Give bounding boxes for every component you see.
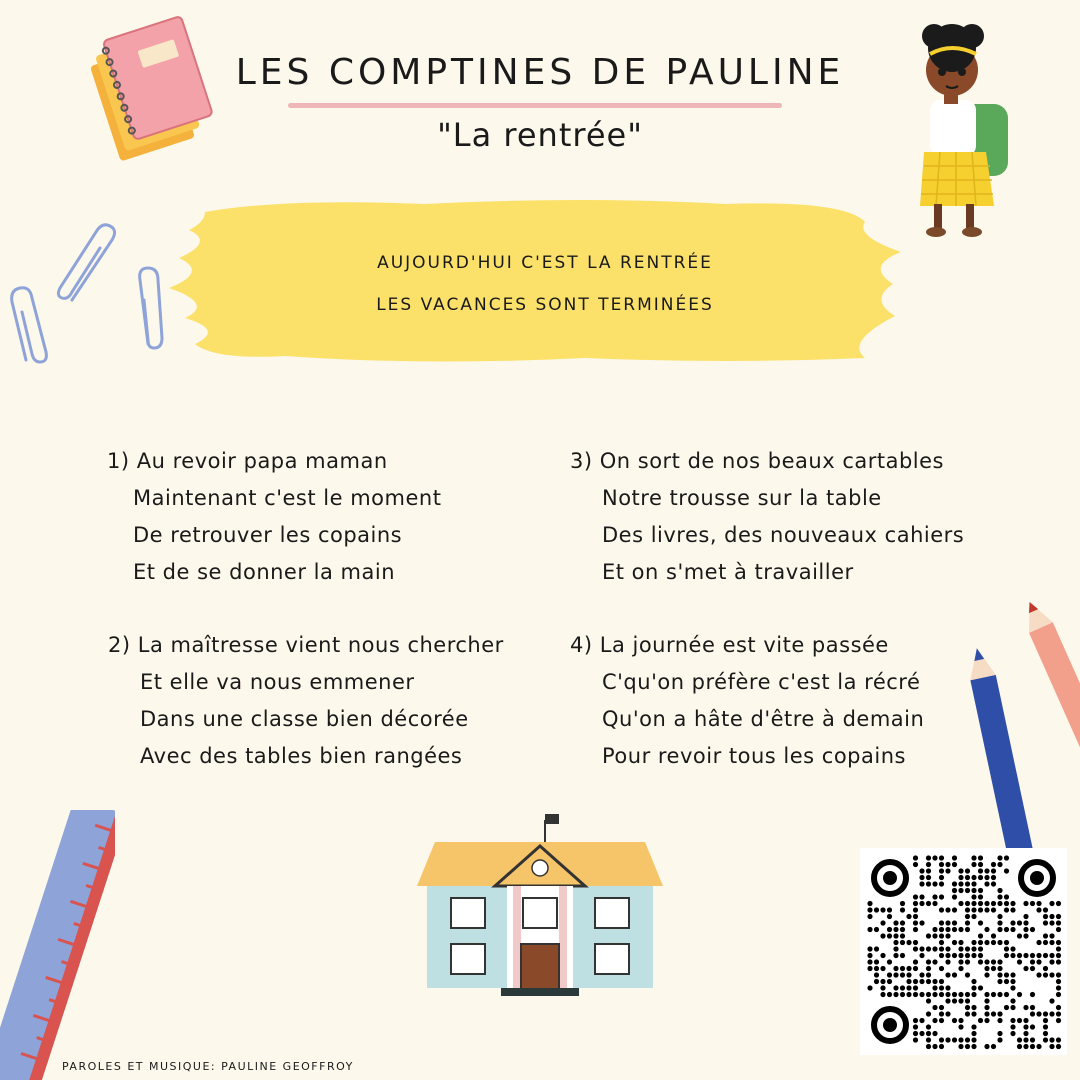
verse-line: Des livres, des nouveaux cahiers — [602, 523, 965, 547]
verse-text: On sort de nos beaux cartables — [599, 449, 945, 473]
ruler-icon — [0, 810, 115, 1080]
verse-text: La journée est vite passée — [599, 633, 889, 657]
verse-line: Maintenant c'est le moment — [133, 486, 442, 510]
verse-line: Dans une classe bien décorée — [140, 707, 469, 731]
girl-with-backpack-icon — [910, 14, 1020, 244]
verse-number: 2) — [108, 633, 131, 657]
chorus — [300, 242, 790, 326]
verse-line: C'qu'on préfère c'est la récré — [602, 670, 921, 694]
verse-2 — [108, 627, 504, 775]
verse-line: Pour revoir tous les copains — [602, 744, 906, 768]
chorus-line: AUJOURD'HUI C'EST LA RENTRÉE — [377, 253, 713, 273]
chorus-line: LES VACANCES SONT TERMINÉES — [376, 295, 714, 315]
paperclip-icon — [0, 220, 180, 380]
song-title: "La rentrée" — [437, 116, 643, 154]
verse-line: Qu'on a hâte d'être à demain — [602, 707, 925, 731]
title-underline — [288, 103, 782, 108]
pencil-icon — [950, 588, 1080, 868]
verse-line — [570, 443, 964, 480]
verse-1 — [107, 443, 442, 591]
school-building-icon — [415, 810, 665, 1000]
verse-line — [108, 627, 504, 664]
verse-4 — [570, 627, 925, 775]
page-title: LES COMPTINES DE PAULINE — [235, 52, 845, 93]
verse-line: Et elle va nous emmener — [140, 670, 415, 694]
verse-line: De retrouver les copains — [133, 523, 403, 547]
credits: PAROLES ET MUSIQUE: PAULINE GEOFFROY — [62, 1060, 354, 1073]
verse-number: 1) — [107, 449, 130, 473]
verse-text: La maîtresse vient nous chercher — [137, 633, 504, 657]
verse-line: Et de se donner la main — [133, 560, 396, 584]
verse-line — [107, 443, 441, 480]
qr-code-icon — [860, 848, 1067, 1055]
verse-number: 3) — [570, 449, 593, 473]
verse-line: Avec des tables bien rangées — [140, 744, 463, 768]
verse-3 — [570, 443, 965, 591]
verse-number: 4) — [570, 633, 593, 657]
verse-line: Et on s'met à travailler — [602, 560, 854, 584]
verse-line: Notre trousse sur la table — [602, 486, 882, 510]
verse-line — [570, 627, 924, 664]
verse-text: Au revoir papa maman — [136, 449, 388, 473]
